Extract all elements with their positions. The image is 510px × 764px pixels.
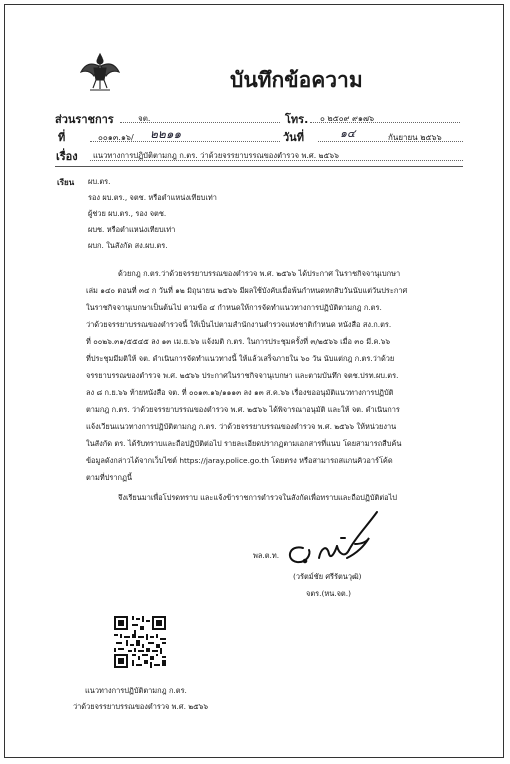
body-line: ในสังกัด ตร. ได้รับทราบและถือปฏิบัติต่อไป รายละเอียดปรากฏตามเอกสารที่แนบ โดยสามารถสืบค้น bbox=[86, 439, 402, 448]
garuda-emblem bbox=[79, 50, 121, 94]
tel-value: ๐ ๒๕๐๙ ๙๑๗๖ bbox=[320, 114, 375, 123]
signer-name: (วรัตม์ชัย ศรีรัตนวุฒิ) bbox=[293, 572, 362, 581]
dept-value: จต. bbox=[138, 114, 151, 123]
qr-caption-line-2: ว่าด้วยจรรยาบรรณของตำรวจ พ.ศ. ๒๕๖๖ bbox=[73, 702, 209, 711]
signer-position: จตร.(หน.จต.) bbox=[306, 589, 351, 598]
body-line: ตามกฎ ก.ตร. ว่าด้วยจรรยาบรรณของตำรวจ พ.ศ. ๒๕๖๖ ได้พิจารณาอนุมัติ และให้ จต. ดำเนินการ bbox=[86, 405, 400, 414]
tel-label: โทร. bbox=[285, 113, 309, 126]
memo-title: บันทึกข้อความ bbox=[230, 68, 363, 92]
body-line: ด้วยกฎ ก.ตร.ว่าด้วยจรรยาบรรณของตำรวจ พ.ศ. ๒๕๖๖ ได้ประกาศ ในราชกิจจานุเบกษา bbox=[118, 269, 401, 278]
date-handwritten: ๑๔ bbox=[340, 127, 356, 140]
handwritten-signature bbox=[275, 508, 385, 570]
recipient-line-5: ผบก. ในสังกัด สง.ผบ.ตร. bbox=[88, 241, 168, 250]
no-value: ๐๐๑๓.๑๖/ bbox=[98, 133, 134, 142]
subject-dotted-line bbox=[90, 160, 463, 161]
body-line: ตามที่ปรากฏนี้ bbox=[86, 473, 132, 482]
body-line: ข้อมูลดังกล่าวได้จากเว็บไซต์ https://jaray.police.go.th โดยตรง หรือสามารถสแกนคิวอาร์โค้ด bbox=[86, 456, 393, 465]
tel-dotted-line bbox=[310, 122, 460, 123]
date-dotted-line bbox=[318, 141, 463, 142]
body-line: เล่ม ๑๔๐ ตอนที่ ๓๔ ก วันที่ ๑๒ มิถุนายน ๒๕๖๖ มีผลใช้บังคับเมื่อพ้นกำหนดหกสิบวันนับแต่วันประกาศ bbox=[86, 286, 408, 295]
body-line: ที่ ๐๐๒๖.๓๑/๕๕๔๕ ลง ๑๓ เม.ย.๖๖ แจ้งมติ ก.ตร. ในการประชุมครั้งที่ ๓/๒๕๖๖ เมื่อ ๓๐ มี.ค.๖๖ bbox=[86, 337, 391, 346]
date-value: กันยายน ๒๕๖๖ bbox=[388, 133, 442, 142]
body-line: แจ้งเวียนแนวทางการปฏิบัติตามกฎ ก.ตร. ว่าด้วยจรรยาบรรณของตำรวจ พ.ศ. ๒๕๖๖ ให้หน่วยงาน bbox=[86, 422, 397, 431]
signer-rank: พล.ต.ท. bbox=[253, 551, 280, 560]
qr-caption-line-1: แนวทางการปฏิบัติตามกฎ ก.ตร. bbox=[85, 686, 187, 695]
subject-label: เรื่อง bbox=[56, 150, 78, 163]
no-dotted-line bbox=[90, 141, 280, 142]
qr-code[interactable] bbox=[112, 614, 168, 670]
body-line: ว่าด้วยจรรยาบรรณของตำรวจนี้ ให้เป็นไปตามสำนักงานตำรวจแห่งชาติกำหนด หนังสือ สง.ก.ตร. bbox=[86, 320, 392, 329]
recipient-label: เรียน bbox=[57, 178, 75, 187]
no-handwritten: ๒๒๑๑ bbox=[150, 127, 182, 141]
closing-line: จึงเรียนมาเพื่อโปรดทราบ และแจ้งข้าราชการตำรวจในสังกัดเพื่อทราบและถือปฏิบัติต่อไป bbox=[118, 493, 397, 502]
subject-rule bbox=[55, 166, 463, 167]
body-line: ลง ๘ ก.ย.๖๖ ท้ายหนังสือ จต. ที่ ๐๐๑๓.๑๖/๑๑๑๓ ลง ๑๓ ส.ค.๖๖ เรื่องขออนุมัติแนวทางการปฏิบัติ bbox=[86, 388, 394, 397]
body-line: ที่ประชุมมีมติให้ จต. ดำเนินการจัดทำแนวทางนี้ ให้แล้วเสร็จภายใน ๖๐ วัน นับแต่กฎ ก.ตร.ว่าด้วย bbox=[86, 354, 395, 363]
body-line: จรรยาบรรณของตำรวจ พ.ศ. ๒๕๖๖ ประกาศในราชกิจจานุเบกษา และตามบันทึก จตช.ปรท.ผบ.ตร. bbox=[86, 371, 399, 380]
dept-dotted-line bbox=[120, 122, 280, 123]
recipient-line-1: ผบ.ตร. bbox=[88, 177, 111, 186]
no-label: ที่ bbox=[58, 131, 66, 144]
recipient-line-3: ผู้ช่วย ผบ.ตร., รอง จตช. bbox=[88, 209, 167, 218]
dept-label: ส่วนราชการ bbox=[55, 113, 114, 126]
date-label: วันที่ bbox=[283, 131, 304, 144]
recipient-line-2: รอง ผบ.ตร., จตช. หรือตำแหน่งเทียบเท่า bbox=[88, 193, 217, 202]
subject-value: แนวทางการปฏิบัติตามกฎ ก.ตร. ว่าด้วยจรรยาบรรณของตำรวจ พ.ศ. ๒๕๖๖ bbox=[93, 151, 339, 160]
body-line: ในราชกิจจานุเบกษาเป็นต้นไป ตามข้อ ๔ กำหนดให้การจัดทำแนวทางการปฏิบัติตามกฎ ก.ตร. bbox=[86, 303, 382, 312]
recipient-line-4: ผบช. หรือตำแหน่งเทียบเท่า bbox=[88, 225, 176, 234]
